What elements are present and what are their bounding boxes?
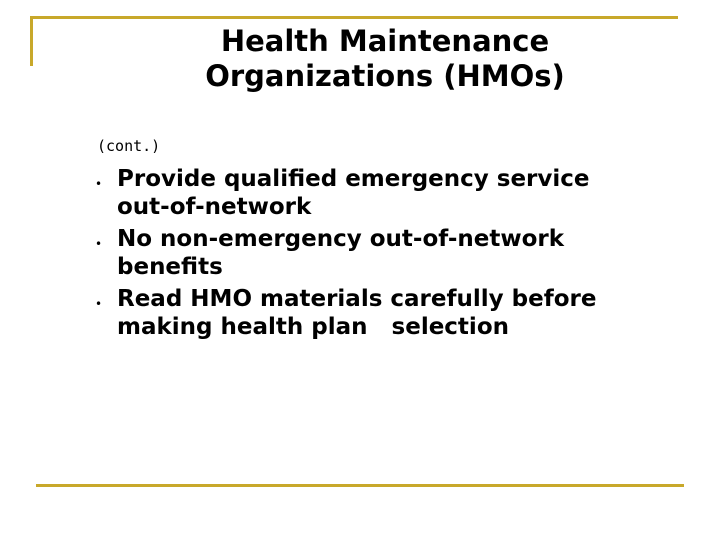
bullet-list [95,165,685,345]
bullet-text-line: benefits [117,254,223,280]
left-accent-rule [30,16,33,66]
bullet-text-line: Provide qualified emergency service [117,166,590,192]
bullet-icon: • [95,237,103,251]
bullet-text-line: making health plan selection [117,314,509,340]
bottom-accent-rule [36,484,684,487]
bullet-item [95,225,685,281]
top-accent-rule [30,16,678,19]
bullet-item [95,285,685,341]
bullet-text-line: Read HMO materials carefully before [117,286,597,312]
continued-label: (cont.) [97,137,161,155]
slide-title [100,24,670,94]
bullet-icon: • [95,177,103,191]
bullet-item [95,165,685,221]
slide-title-line-2: Organizations (HMOs) [205,59,565,93]
slide-title-line-1: Health Maintenance [220,24,550,58]
bullet-text-line: No non-emergency out-of-network [117,226,565,252]
bullet-icon: • [95,297,103,311]
bullet-text-line: out-of-network [117,194,312,220]
